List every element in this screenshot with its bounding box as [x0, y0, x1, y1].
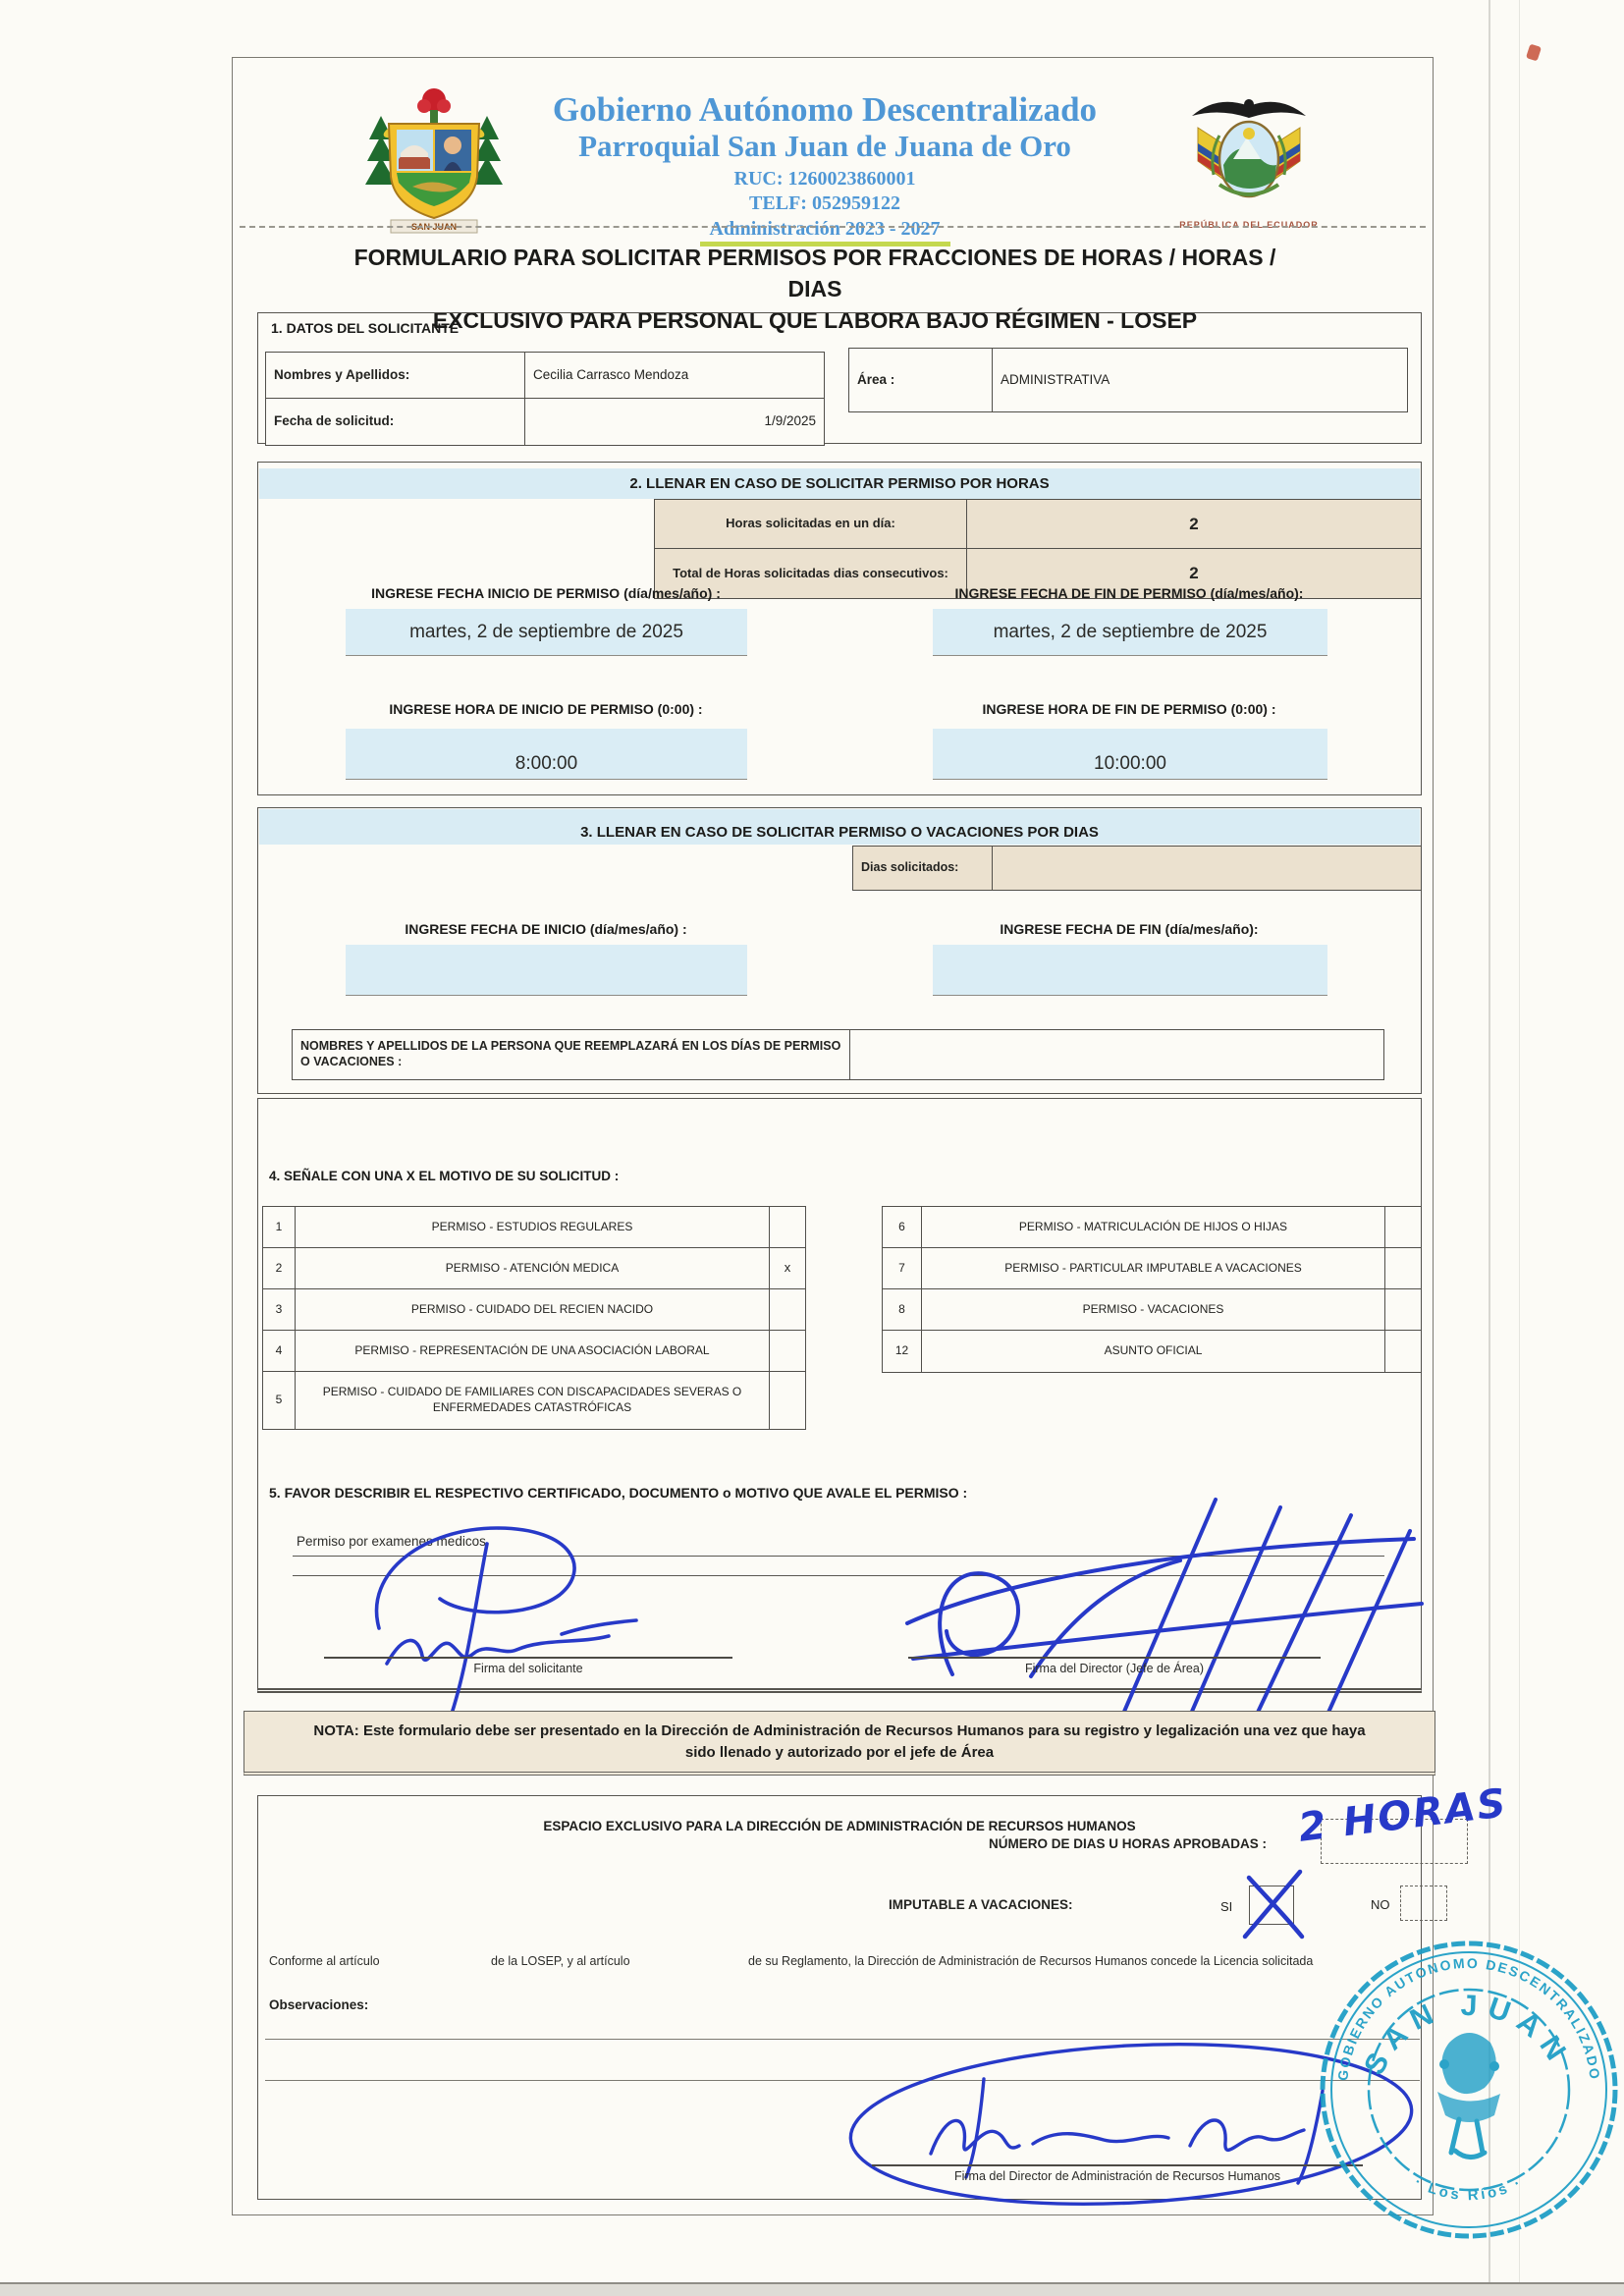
firma-solicitante-line — [324, 1657, 732, 1659]
hora-inicio-permiso-label: INGRESE HORA DE INICIO DE PERMISO (0:00) : — [389, 701, 703, 717]
section3-header-bar — [259, 809, 1420, 845]
hora-inicio-permiso-text: 8:00:00 — [514, 753, 578, 774]
imputable-label: IMPUTABLE A VACACIONES: — [889, 1897, 1073, 1912]
solicitante-signature — [328, 1510, 681, 1722]
fecha-fin-permiso-value — [933, 609, 1327, 656]
conforme-text-part1: Conforme al artículo — [269, 1954, 380, 1968]
fecha-inicio-permiso-label: INGRESE FECHA INICIO DE PERMISO (día/mes/año) : — [371, 585, 721, 601]
hora-fin-permiso-label: INGRESE HORA DE FIN DE PERMISO (0:00) : — [982, 701, 1276, 717]
signature-ink-strokes — [907, 1500, 1422, 1745]
section2-heading: 2. LLENAR EN CASO DE SOLICITAR PERMISO POR HORAS — [629, 475, 1050, 492]
si-checkbox-x-mark — [1233, 1864, 1316, 1946]
motive-checkbox — [1385, 1248, 1421, 1289]
section2-header-bar — [259, 468, 1420, 499]
motive-number: 8 — [883, 1289, 922, 1331]
section1-heading: 1. DATOS DEL SOLICITANTE — [271, 320, 460, 336]
org-ruc: RUC: 1260023860001 — [733, 167, 916, 190]
motives-table-right — [882, 1206, 1422, 1373]
org-name-line2: Parroquial San Juan de Juana de Oro — [578, 129, 1071, 164]
motive-label: PERMISO - REPRESENTACIÓN DE UNA ASOCIACIÓN LABORAL — [296, 1331, 770, 1372]
motive-checkbox — [1385, 1289, 1421, 1331]
motive-checkbox — [1385, 1207, 1421, 1248]
motive-number: 2 — [263, 1248, 296, 1289]
motive-number: 6 — [883, 1207, 922, 1248]
aprobadas-label: NÚMERO DE DIAS U HORAS APROBADAS : — [988, 1836, 1267, 1851]
hora-fin-permiso-value — [933, 729, 1327, 780]
section3-heading: 3. LLENAR EN CASO DE SOLICITAR PERMISO O VACACIONES POR DIAS — [580, 824, 1099, 841]
observaciones-label: Observaciones: — [269, 1997, 369, 2012]
firma-rrhh-label: Firma del Director de Administración de Recursos Humanos — [953, 2169, 1281, 2183]
motive-checkbox — [770, 1331, 805, 1372]
scan-red-speck — [1526, 44, 1542, 62]
motive-checkbox — [770, 1207, 805, 1248]
area-value: ADMINISTRATIVA — [1001, 371, 1110, 387]
motives-table-left — [262, 1206, 806, 1430]
reemplazo-table — [292, 1029, 1384, 1080]
motive-number: 7 — [883, 1248, 922, 1289]
hora-inicio-permiso-value — [346, 729, 747, 780]
reemplazo-label: NOMBRES Y APELLIDOS DE LA PERSONA QUE REEMPLAZARÁ EN LOS DÍAS DE PERMISO O VACACIONES : — [293, 1030, 850, 1079]
hr-heading: ESPACIO EXCLUSIVO PARA LA DIRECCIÓN DE ADMINISTRACIÓN DE RECURSOS HUMANOS — [543, 1819, 1136, 1833]
firma-rrhh-line — [872, 2164, 1363, 2166]
fecha-fin-permiso-label: INGRESE FECHA DE FIN DE PERMISO (día/mes/año): — [954, 585, 1304, 601]
motive-number: 3 — [263, 1289, 296, 1331]
horas-total-value: 2 — [967, 549, 1421, 598]
aprobadas-handwritten-value: 2 HORAS — [1295, 1780, 1510, 1851]
scan-bottom-strip — [0, 2282, 1624, 2296]
conforme-text-part3: de su Reglamento, la Dirección de Administración de Recursos Humanos concede la Licencia solicitada — [748, 1954, 1314, 1968]
header-text-block — [461, 90, 1188, 246]
motive-number: 4 — [263, 1331, 296, 1372]
stamp-arc-top-text: GOBIERNO AUTONOMO DESCENTRALIZADO — [1334, 1954, 1603, 2082]
motive-checkbox — [770, 1372, 805, 1429]
nombres-value: Cecilia Carrasco Mendoza — [525, 353, 824, 399]
horas-total-label: Total de Horas solicitadas dias consecutivos: — [655, 549, 967, 598]
header-separator — [240, 226, 1426, 228]
fecha-inicio-dias-label: INGRESE FECHA DE INICIO (día/mes/año) : — [405, 921, 687, 937]
motive-label: PERMISO - ESTUDIOS REGULARES — [296, 1207, 770, 1248]
nota-box — [244, 1711, 1435, 1776]
motive-number: 5 — [263, 1372, 296, 1429]
fecha-solicitud-value: 1/9/2025 — [764, 413, 816, 429]
director-area-signature — [884, 1466, 1429, 1751]
org-name-line1: Gobierno Autónomo Descentralizado — [552, 90, 1098, 129]
reemplazo-value — [850, 1030, 1383, 1079]
firma-director-label: Firma del Director (Jefe de Área) — [1024, 1662, 1204, 1675]
section5-heading: 5. FAVOR DESCRIBIR EL RESPECTIVO CERTIFICADO, DOCUMENTO o MOTIVO QUE AVALE EL PERMISO : — [269, 1485, 968, 1501]
motive-label: PERMISO - CUIDADO DE FAMILIARES CON DISCAPACIDADES SEVERAS O ENFERMEDADES CATASTRÓFICAS — [296, 1372, 770, 1429]
fecha-fin-dias-value — [933, 945, 1327, 996]
permiso-descripcion: Permiso por examenes medicos — [297, 1534, 486, 1549]
no-label: NO — [1371, 1897, 1390, 1912]
motive-label: ASUNTO OFICIAL — [922, 1331, 1385, 1372]
dias-solicitados-label: Dias solicitados: — [853, 847, 993, 890]
motive-label: PERMISO - VACACIONES — [922, 1289, 1385, 1331]
nota-text-line2: sido llenado y autorizado por el jefe de Área — [684, 1743, 995, 1761]
form-title-line1: FORMULARIO PARA SOLICITAR PERMISOS POR FRACCIONES DE HORAS / HORAS / DIAS — [353, 245, 1276, 302]
motive-number: 12 — [883, 1331, 922, 1372]
svg-text:· Los Ríos · — [1412, 2173, 1526, 2204]
motive-number: 1 — [263, 1207, 296, 1248]
crest-banner-text: SAN JUAN — [410, 222, 458, 232]
motive-label: PERMISO - CUIDADO DEL RECIEN NACIDO — [296, 1289, 770, 1331]
applicant-table — [265, 352, 825, 446]
dias-solicitados-table — [852, 846, 1422, 891]
firma-director-line — [908, 1657, 1321, 1659]
dias-solicitados-value — [993, 847, 1421, 890]
signature-ink-strokes — [377, 1528, 636, 1720]
motive-checkbox — [770, 1289, 805, 1331]
hours-table — [654, 499, 1422, 599]
conforme-text-part2: de la LOSEP, y al artículo — [491, 1954, 630, 1968]
form-title-line2: EXCLUSIVO PARA PERSONAL QUE LABORA BAJO RÉGIMEN - LOSEP — [432, 307, 1198, 334]
round-stamp — [1312, 1927, 1624, 2253]
nombres-label: Nombres y Apellidos: — [266, 353, 525, 399]
area-table — [848, 348, 1408, 412]
fecha-inicio-permiso-value — [346, 609, 747, 656]
motive-label: PERMISO - ATENCIÓN MEDICA — [296, 1248, 770, 1289]
stamp-name-text: SAN JUAN — [1358, 1989, 1577, 2081]
horas-dia-label: Horas solicitadas en un día: — [655, 500, 967, 549]
motive-checkbox-marked: x — [770, 1248, 805, 1289]
motive-checkbox — [1385, 1331, 1421, 1372]
fecha-inicio-dias-value — [346, 945, 747, 996]
org-telf: TELF: 052959122 — [749, 191, 900, 214]
ecuador-coat-of-arms-logo — [1174, 90, 1324, 230]
section4-heading: 4. SEÑALE CON UNA X EL MOTIVO DE SU SOLICITUD : — [269, 1169, 620, 1183]
nota-text-line1: NOTA: Este formulario debe ser presentado en la Dirección de Administración de Recursos Humanos para su registro y legalización una vez que haya — [313, 1722, 1366, 1739]
fecha-solicitud-label: Fecha de solicitud: — [266, 399, 525, 445]
hora-fin-permiso-text: 10:00:00 — [1094, 753, 1166, 774]
motive-label: PERMISO - MATRICULACIÓN DE HIJOS O HIJAS — [922, 1207, 1385, 1248]
republica-del-ecuador-text: REPÚBLICA DEL ECUADOR — [1179, 220, 1319, 230]
fecha-fin-dias-label: INGRESE FECHA DE FIN (día/mes/año): — [1000, 921, 1259, 937]
no-checkbox — [1400, 1886, 1447, 1921]
area-label: Área : — [849, 349, 993, 411]
stamp-arc-bottom-text: · Los Ríos · — [1411, 2173, 1527, 2205]
org-admin-period: Administración 2023 - 2027 — [700, 218, 950, 246]
fecha-fin-permiso-text: martes, 2 de septiembre de 2025 — [993, 621, 1268, 642]
horas-dia-value: 2 — [967, 500, 1421, 549]
ecuador-arms-icon — [1192, 99, 1306, 196]
firma-solicitante-label: Firma del solicitante — [473, 1662, 583, 1675]
si-label: SI — [1220, 1899, 1233, 1914]
stamp-center-emblem — [1437, 2033, 1500, 2158]
fecha-inicio-permiso-text: martes, 2 de septiembre de 2025 — [409, 621, 683, 642]
motive-label: PERMISO - PARTICULAR IMPUTABLE A VACACIONES — [922, 1248, 1385, 1289]
